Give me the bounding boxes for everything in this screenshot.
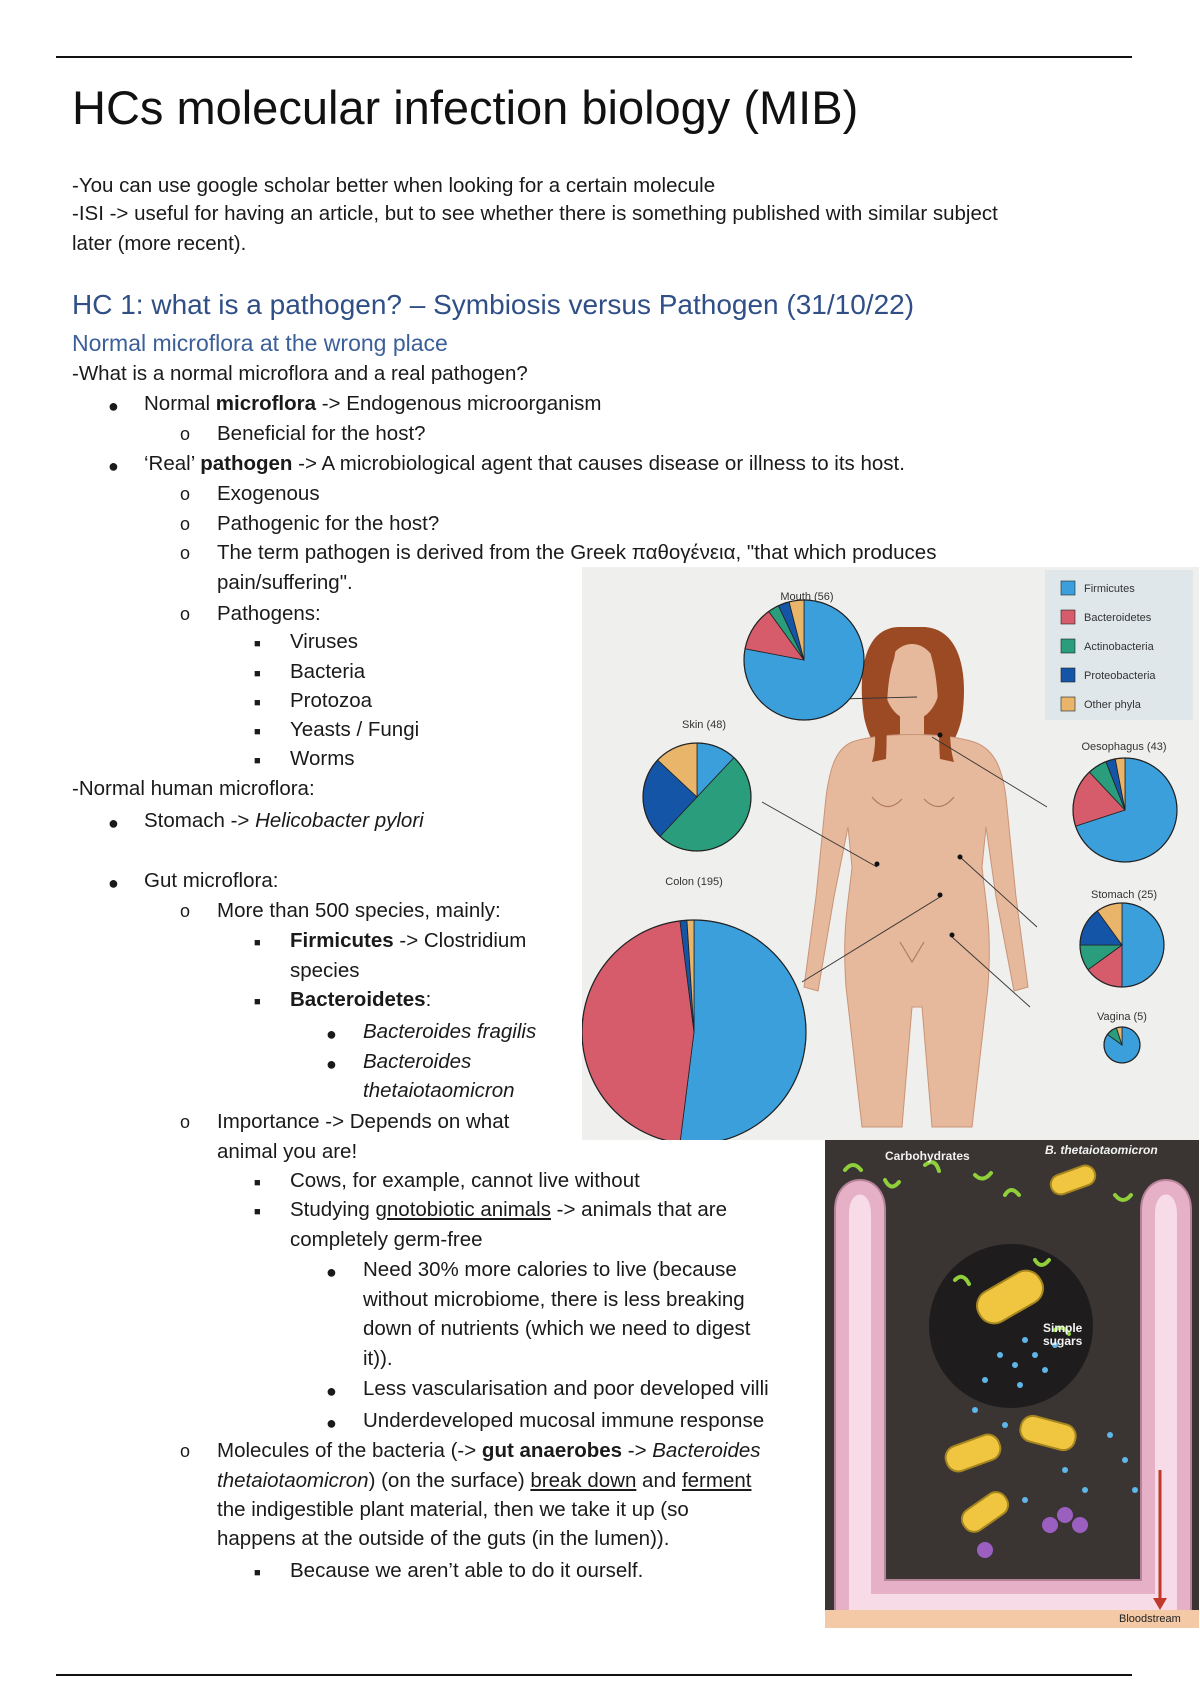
importance-line-2: animal you are! <box>217 1140 358 1163</box>
less-vasc-item: Less vascularisation and poor developed villi <box>363 1377 769 1400</box>
bacteroides-theta-2: thetaiotaomicron <box>363 1079 515 1102</box>
need-line-3: down of nutrients (which we need to digest <box>363 1317 751 1340</box>
beneficial-item: Beneficial for the host? <box>217 422 426 445</box>
circle-bullet-icon: o <box>180 1112 191 1132</box>
gut-villi-figure <box>825 1140 1199 1628</box>
square-bullet-icon: ■ <box>254 668 261 680</box>
gut-microflora-item: Gut microflora: <box>144 869 279 892</box>
microbiome-body-figure <box>582 567 1199 1140</box>
square-bullet-icon: ■ <box>254 697 261 709</box>
legend-swatch-bacteroidetes <box>1061 610 1075 624</box>
label-simple-1: Simple <box>1043 1321 1083 1335</box>
label-carbohydrates: Carbohydrates <box>885 1149 970 1163</box>
firmicutes-species: species <box>290 959 360 982</box>
cows-item: Cows, for example, cannot live without <box>290 1169 640 1192</box>
label-mouth: Mouth (56) <box>780 591 834 603</box>
intro-line-3: later (more recent). <box>72 232 247 255</box>
bacteroidetes-item: Bacteroidetes: <box>290 988 432 1011</box>
importance-line-1: Importance -> Depends on what <box>217 1110 510 1133</box>
molecules-line-2: thetaiotaomicron) (on the surface) break down and ferment <box>217 1469 752 1492</box>
bullet-icon: ● <box>108 396 119 416</box>
subsection-heading: Normal microflora at the wrong place <box>72 330 448 356</box>
legend-swatch-firmicutes <box>1061 581 1075 595</box>
term-line-1: The term pathogen is derived from the Greek παθογένεια, "that which produces <box>217 541 937 564</box>
circle-bullet-icon: o <box>180 604 191 624</box>
legend-swatch-proteobacteria <box>1061 668 1075 682</box>
circle-bullet-icon: o <box>180 543 191 563</box>
intro-line-2: -ISI -> useful for having an article, but to see whether there is something published with similar subject <box>72 202 998 225</box>
square-bullet-icon: ■ <box>254 726 261 738</box>
circle-bullet-icon: o <box>180 1441 191 1461</box>
bacteroides-theta-1: Bacteroides <box>363 1050 472 1073</box>
bullet-icon: ● <box>326 1024 337 1044</box>
page-title: HCs molecular infection biology (MIB) <box>72 81 859 134</box>
bullet-icon: ● <box>326 1054 337 1074</box>
bullet-icon: ● <box>108 873 119 893</box>
term-line-2: pain/suffering". <box>217 571 353 594</box>
square-bullet-icon: ■ <box>254 1567 261 1579</box>
normal-human-microflora: -Normal human microflora: <box>72 777 315 800</box>
label-skin: Skin (48) <box>681 719 727 731</box>
intro-line-1: -You can use google scholar better when looking for a certain molecule <box>72 174 716 197</box>
firmicutes-item: Firmicutes -> Clostridium <box>290 929 527 952</box>
bacteroides-fragilis: Bacteroides fragilis <box>363 1020 537 1043</box>
legend-firmicutes: Firmicutes <box>1084 583 1135 595</box>
pathogen-worms: Worms <box>290 747 355 770</box>
real-pathogen-item: ‘Real’ pathogen -> A microbiological agent that causes disease or illness to its host. <box>144 452 905 475</box>
studying-line-2: completely germ-free <box>290 1228 483 1251</box>
section-heading: HC 1: what is a pathogen? – Symbiosis versus Pathogen (31/10/22) <box>72 289 915 320</box>
pathogen-yeasts: Yeasts / Fungi <box>290 718 420 741</box>
top-rule <box>56 56 1132 58</box>
pathogen-bacteria: Bacteria <box>290 660 366 683</box>
legend-bacteroidetes: Bacteroidetes <box>1084 612 1152 624</box>
square-bullet-icon: ■ <box>254 755 261 767</box>
because-item: Because we aren’t able to do it ourself. <box>290 1559 644 1582</box>
underdeveloped-item: Underdeveloped mucosal immune response <box>363 1409 765 1432</box>
need-line-1: Need 30% more calories to live (because <box>363 1258 737 1281</box>
legend-other: Other phyla <box>1084 699 1141 711</box>
square-bullet-icon: ■ <box>254 1206 261 1218</box>
label-oesophagus: Oesophagus (43) <box>1081 741 1167 753</box>
molecules-line-3: the indigestible plant material, then we take it up (so <box>217 1498 689 1521</box>
label-colon: Colon (195) <box>665 876 723 888</box>
need-line-4: it)). <box>363 1347 393 1370</box>
square-bullet-icon: ■ <box>254 937 261 949</box>
pathogenic-item: Pathogenic for the host? <box>217 512 440 535</box>
legend-swatch-actinobacteria <box>1061 639 1075 653</box>
bullet-icon: ● <box>326 1413 337 1433</box>
bullet-icon: ● <box>108 456 119 476</box>
label-vagina: Vagina (5) <box>1097 1011 1147 1023</box>
pathogen-protozoa: Protozoa <box>290 689 373 712</box>
pathogens-label: Pathogens: <box>217 602 321 625</box>
more-500-species: More than 500 species, mainly: <box>217 899 501 922</box>
square-bullet-icon: ■ <box>254 1177 261 1189</box>
label-bloodstream: Bloodstream <box>1119 1613 1181 1625</box>
circle-bullet-icon: o <box>180 514 191 534</box>
legend-actinobacteria: Actinobacteria <box>1084 641 1154 653</box>
normal-microflora-item: Normal microflora -> Endogenous microorganism <box>144 392 602 415</box>
bullet-icon: ● <box>108 813 119 833</box>
circle-bullet-icon: o <box>180 901 191 921</box>
label-bacterium: B. thetaiotaomicron <box>1045 1143 1158 1157</box>
bottom-rule <box>56 1674 1132 1676</box>
legend-swatch-other <box>1061 697 1075 711</box>
square-bullet-icon: ■ <box>254 996 261 1008</box>
circle-bullet-icon: o <box>180 424 191 444</box>
bullet-icon: ● <box>326 1381 337 1401</box>
legend-proteobacteria: Proteobacteria <box>1084 670 1156 682</box>
stomach-item: Stomach -> Helicobacter pylori <box>144 809 424 832</box>
label-simple-2: sugars <box>1043 1334 1083 1348</box>
circle-bullet-icon: o <box>180 484 191 504</box>
bullet-icon: ● <box>326 1262 337 1282</box>
question-line: -What is a normal microflora and a real pathogen? <box>72 362 528 385</box>
square-bullet-icon: ■ <box>254 638 261 650</box>
molecules-line-4: happens at the outside of the guts (in the lumen)). <box>217 1527 670 1550</box>
label-stomach: Stomach (25) <box>1090 889 1158 901</box>
molecules-line-1: Molecules of the bacteria (-> gut anaerobes -> Bacteroides <box>217 1439 761 1462</box>
need-line-2: without microbiome, there is less breaking <box>363 1288 745 1311</box>
pathogen-viruses: Viruses <box>290 630 358 653</box>
studying-item: Studying gnotobiotic animals -> animals that are <box>290 1198 728 1221</box>
exogenous-item: Exogenous <box>217 482 320 505</box>
